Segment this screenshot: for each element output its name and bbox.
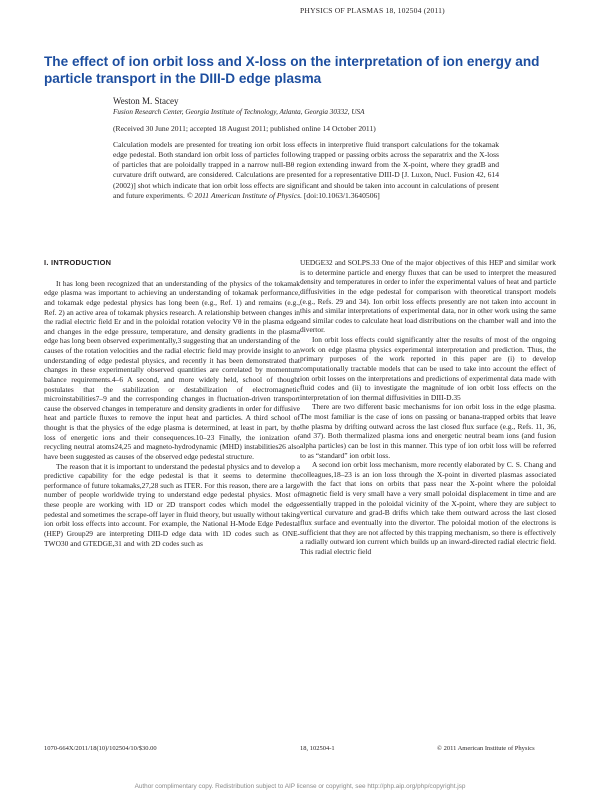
right-column [300,258,556,556]
section-heading-introduction: I. INTRODUCTION [44,258,112,267]
copyright-notice-bar[interactable]: Author complimentary copy. Redistribution subject to AIP license or copyright, see http://php.aip.org/php/copyright.jsp [134,783,466,790]
abstract-text: Calculation models are presented for treating ion orbit loss effects in interpretive fluid transport calculations for the tokamak edge pedestal. Both standard ion orbit loss of particles following trapped or passing orbits across the separatrix and the X-loss of particles that are poloidally trapped in a narrow null-Bθ region extending inward from the X-point, where they gradB and curvature drift outward, are considered. Calculations are presented for a representative DIII-D [J. Luxon, Nucl. Fusion 42, 614 (2002)] shot which indicate that ion orbit loss effects are significant and should be taken into account in calculations of present and future experiments. [113,140,499,200]
footer-copyright: © 2011 American Institute of Physics [437,745,535,752]
left-column [44,258,300,548]
article-title: The effect of ion orbit loss and X-loss on the interpretation of ion energy and particle transport in the DIII-D edge plasma [44,54,540,86]
intro-paragraph-5: There are two different basic mechanisms for ion orbit loss in the edge plasma. The most familiar is the case of ions on passing or banana-trapped orbits that leave the plasma by drifting outward across the last closed flux surface (e.g., Refs. 11, 36, and 37). Both thermalized plasma ions and energetic neutral beam ions (and fusion alpha particles) can be lost in this manner. This type of ion orbit loss will be referred to as “standard” ion orbit loss. [300,402,556,460]
intro-paragraph-3: UEDGE32 and SOLPS.33 One of the major objectives of this HEP and similar work is to determine particle and energy fluxes that can be used to interpret the measured density and temperatures in order to infer the experimental values of heat and particle diffusivities in the edge pedestal for comparison with theoretical transport models (e.g., Refs. 29 and 34). Ion orbit loss effects presently are not taken into account in this and similar interpretations of experimental data, nor in other work using the same and similar codes to calculate heat load distributions on the chamber wall and into the divertor. [300,258,556,335]
running-head: PHYSICS OF PLASMAS 18, 102504 (2011) [300,6,445,15]
abstract-copyright: © 2011 American Institute of Physics. [186,190,302,200]
intro-paragraph-6: A second ion orbit loss mechanism, more recently elaborated by C. S. Chang and colleagues,18–23 is an ion loss through the X-point in diverted plasmas associated with the fact that ions on orbits that pass near the X-point where the poloidal magnetic field is very small have a very small poloidal displacement in time and are essentially trapped in the poloidal vicinity of the X-point, where they are subject to vertical curvature and grad-B drifts which take them outward across the last closed flux surface and eventually into the divertor. The poloidal motion of the electrons is sufficient that they are not affected by this trapping mechanism, so there is effectively a radially outward ion current which builds up an inward-directed radial electric field. This radial electric field [300,460,556,556]
intro-paragraph-2: The reason that it is important to understand the pedestal physics and to develop a predictive capability for the edge pedestal is that it seems to determine the performance of future tokamaks,27,28 such as ITER. For this reason, there are a large number of people worldwide trying to understand edge pedestal physics. Most of these people are working with 1D or 2D transport codes which model the edge pedestal and sometimes the scrape-off layer in fluid theory, but usually without taking ion orbit loss effects into account. For example, the National H-Mode Edge Pedestal (HEP) Group29 are interpreting DIII-D edge data with 1D codes such as ONE-TWO30 and GTEDGE,31 and with 2D codes such as [44,461,300,548]
received-dates: (Received 30 June 2011; accepted 18 August 2011; published online 14 October 2011) [113,124,376,133]
intro-paragraph-4: Ion orbit loss effects could significantly alter the results of most of the ongoing work on edge plasma physics experimental interpretation and prediction. Thus, the primary purposes of the work reported in this paper are (i) to develop computationally tractable models that can be used to take into account the effect of ion orbit losses on the interpretations and predictions of experimental data made with fluid codes and (ii) to investigate the magnitude of ion orbit loss effects on the interpretation of ion thermal diffusivities in DIII-D.35 [300,335,556,402]
footer-page-number: 18, 102504-1 [300,745,335,752]
author-affiliation: Fusion Research Center, Georgia Institute of Technology, Atlanta, Georgia 30332, USA [113,108,365,116]
doi-link[interactable]: [doi:10.1063/1.3640506] [303,190,380,200]
author-name[interactable]: Weston M. Stacey [113,96,179,106]
footer-issn: 1070-664X/2011/18(10)/102504/10/$30.00 [44,745,157,752]
intro-paragraph-1: It has long been recognized that an understanding of the physics of the tokamak edge plasma was important to achieving an understanding of tokamak performance, and tokamak edge pedestal physics has long been (e.g., Ref. 1) and remains (e.g., Ref. 2) an active area of tokamak physics research. A relationship between changes in the radial electric field Er and in the poloidal rotation velocity Vθ in the plasma edge and changes in the edge pressure, temperature, and density gradients in the plasma edge has long been observed experimentally,3 suggesting that an understanding of the causes of the rotation velocities and the radial electric field may provide insight to an understanding of edge pedestal physics, and recently it has been demonstrated that changes in these experimentally observed quantities are correlated by momentum balance requirements.4–6 A second, and more widely held, school of thought postulates that the stabilization or destabilization of electromagnetic microinstabilities7–9 and the corresponding changes in fluctuation-driven transport cause the observed changes in temperature and density gradients in order for diffusive heat and particle fluxes to remove the input heat and particles. A third school of thought is that the physics of the edge plasma is determined, at least in part, by the loss of energetic ions and their consequences.10–23 Finally, the ionization of recycling neutral atoms24,25 and magneto-hydrodynamic (MHD) instabilities26 also have been suggested as causes of the observed edge pedestal structure. [44,278,300,461]
abstract [113,140,499,201]
